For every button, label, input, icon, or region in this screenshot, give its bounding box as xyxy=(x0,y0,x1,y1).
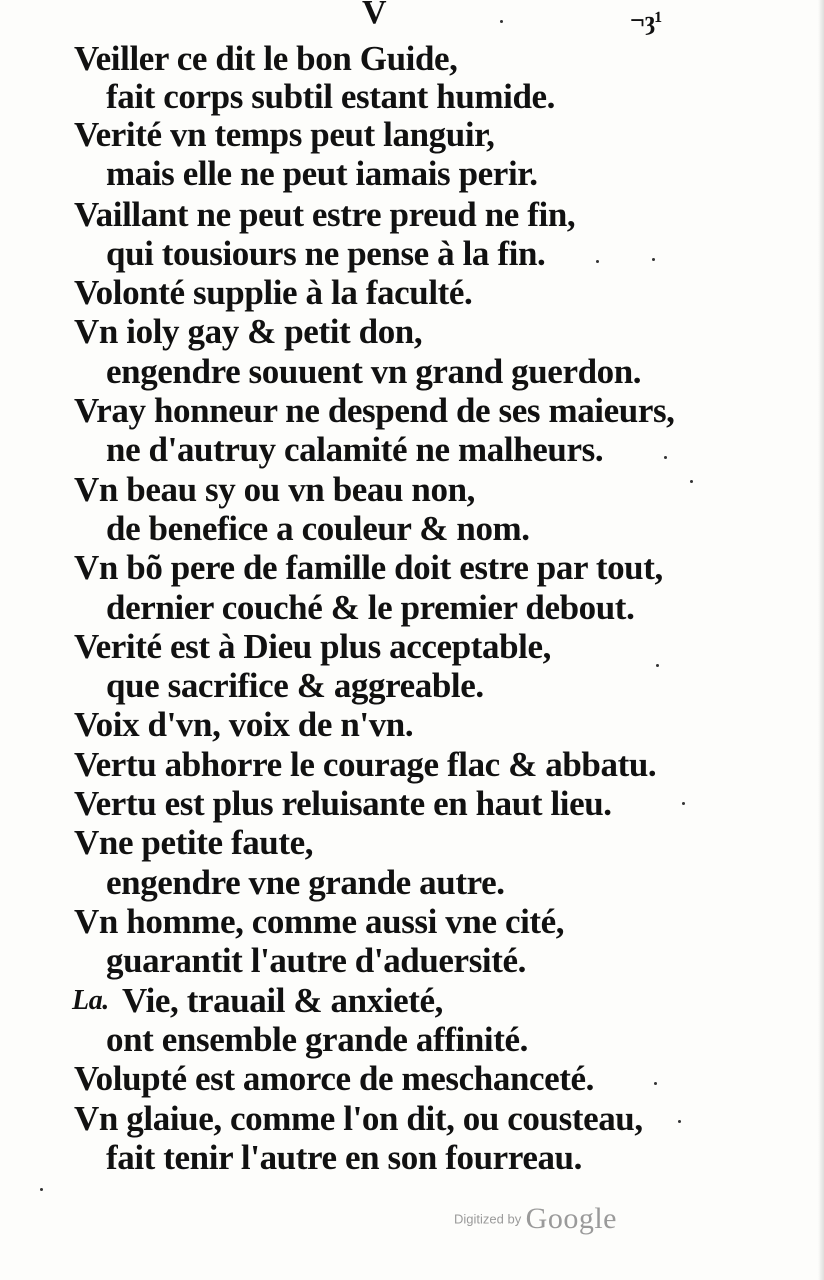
text-line: Vaillant ne peut estre preud ne fin, xyxy=(74,195,576,234)
text-line: Voix d'vn, voix de n'vn. xyxy=(74,705,414,744)
text-line: Vne petite faute, xyxy=(74,823,314,862)
ink-speck xyxy=(500,20,503,23)
ink-speck xyxy=(596,260,599,263)
text-line: Vn bõ pere de famille doit estre par tout, xyxy=(74,548,663,587)
text-line: dernier couché & le premier debout. xyxy=(106,588,635,627)
text-line: de benefice a couleur & nom. xyxy=(106,509,530,548)
text-line: Vertu est plus reluisante en haut lieu. xyxy=(74,784,612,823)
ink-speck xyxy=(682,802,685,805)
google-logo: Google xyxy=(525,1202,617,1235)
text-line: Volupté est amorce de meschanceté. xyxy=(74,1059,595,1098)
page-number: ¬ȝ¹ xyxy=(630,6,663,35)
ink-speck xyxy=(690,480,693,483)
text-line: Verité est à Dieu plus acceptable, xyxy=(74,627,551,666)
text-line: engendre vne grande autre. xyxy=(106,863,505,902)
text-line: Vn homme, comme aussi vne cité, xyxy=(74,902,565,941)
text-line: Vie, trauail & anxieté, xyxy=(122,981,443,1020)
text-line: Volonté supplie à la faculté. xyxy=(74,273,473,312)
text-line: ont ensemble grande affinité. xyxy=(106,1020,528,1059)
text-line: fait corps subtil estant humide. xyxy=(106,77,556,116)
digitization-watermark xyxy=(454,1202,617,1236)
text-line: Vn beau sy ou vn beau non, xyxy=(74,470,476,509)
text-line: ne d'autruy calamité ne malheurs. xyxy=(106,430,604,469)
text-line: Veiller ce dit le bon Guide, xyxy=(74,39,458,78)
text-line: Vn ioly gay & petit don, xyxy=(74,312,423,351)
digitized-by-label: Digitized by xyxy=(454,1211,522,1227)
text-line: Vertu abhorre le courage flac & abbatu. xyxy=(74,745,657,784)
marginal-note: La. xyxy=(72,985,109,1016)
text-line: que sacrifice & aggreable. xyxy=(106,666,484,705)
text-line: mais elle ne peut iamais perir. xyxy=(106,154,538,193)
ink-speck xyxy=(664,456,667,459)
text-line: Vn glaiue, comme l'on dit, ou cousteau, xyxy=(74,1099,643,1138)
ink-speck xyxy=(652,258,655,261)
text-line: Vray honneur ne despend de ses maieurs, xyxy=(74,391,675,430)
ink-speck xyxy=(654,1082,657,1085)
text-line: Verité vn temps peut languir, xyxy=(74,115,495,154)
ink-speck xyxy=(40,1188,43,1191)
section-letter: V xyxy=(362,0,388,31)
ink-speck xyxy=(678,1120,681,1123)
text-line: engendre souuent vn grand guerdon. xyxy=(106,352,642,391)
text-line: guarantit l'autre d'aduersité. xyxy=(106,941,526,980)
text-line: fait tenir l'autre en son fourreau. xyxy=(106,1138,582,1177)
ink-speck xyxy=(656,664,659,667)
text-line: qui tousiours ne pense à la fin. xyxy=(106,234,546,273)
